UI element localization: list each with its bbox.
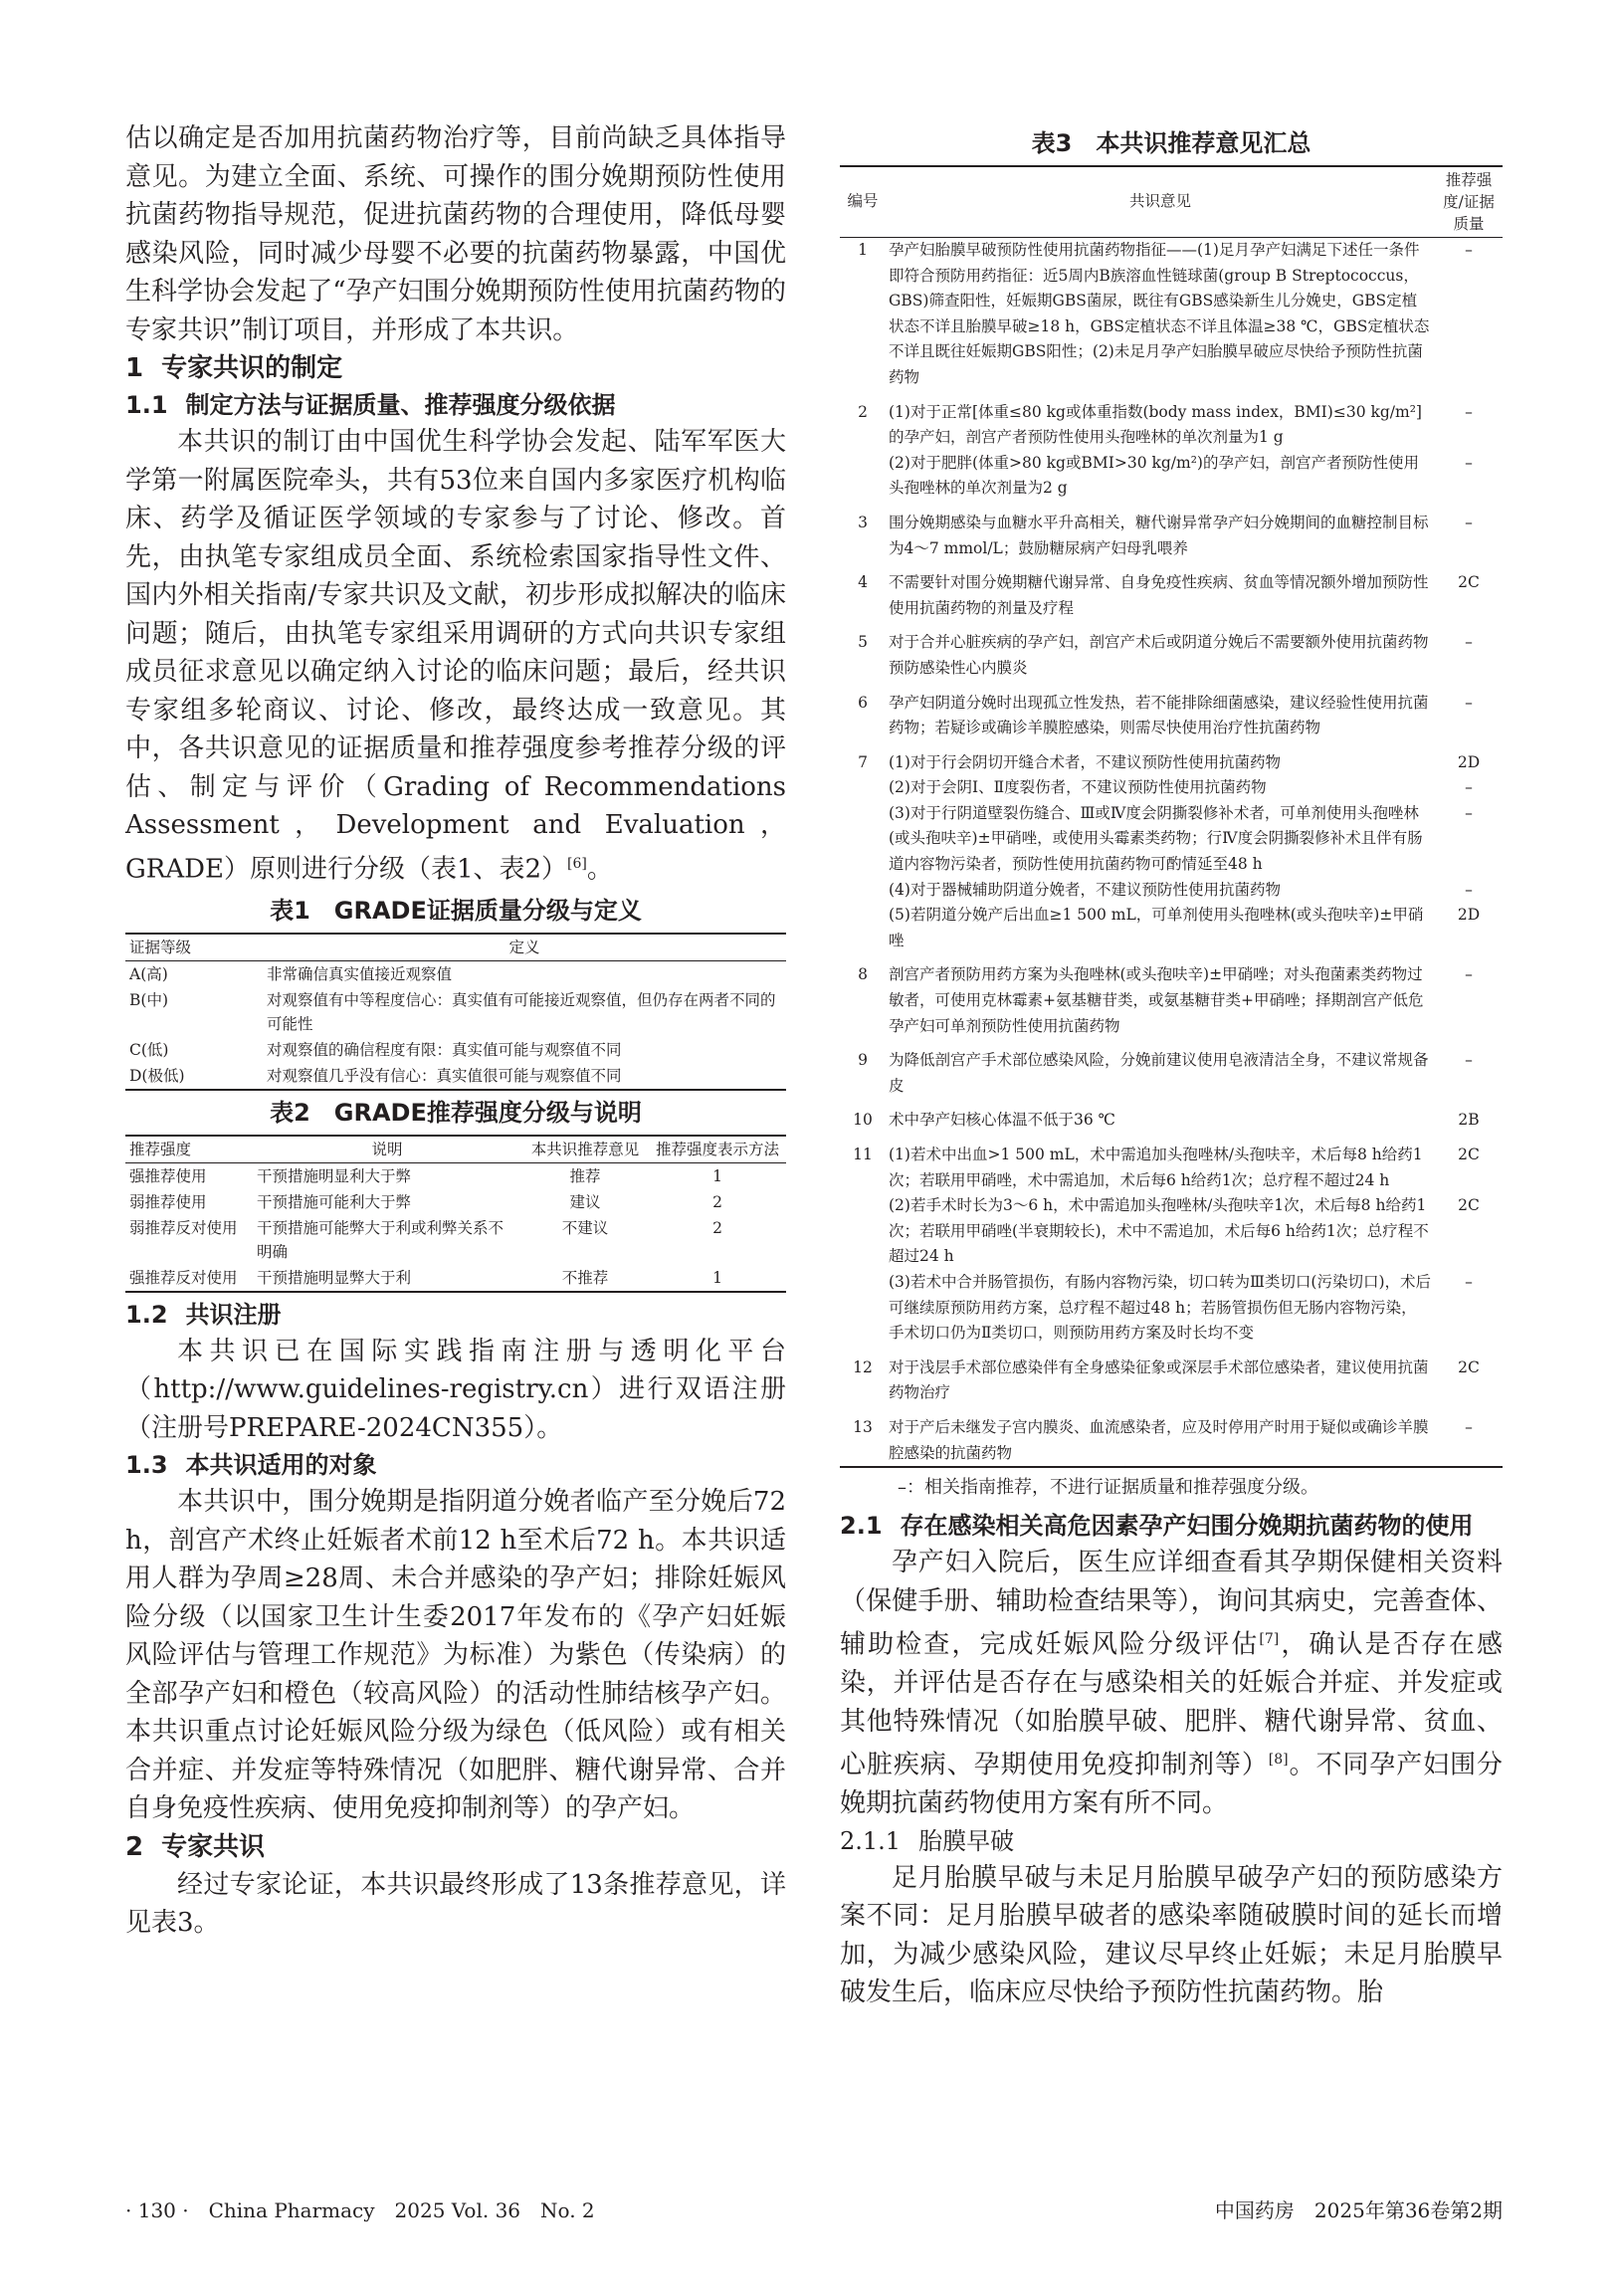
grade-cell: B(中) [129,990,168,1009]
section-2-paragraph: 经过专家论证，本共识最终形成了13条推荐意见，详见表3。 [125,1869,786,1939]
section-1-3-paragraph: 本共识中，围分娩期是指阴道分娩者临产至分娩后72 h，剖宫产术终止妊娠者术前12 h至术后72 h。本共识适用人群为孕周≥28周、未合并感染的孕产妇；排除妊娠风险分级（以国家卫生计生委2017年发布的《孕产妇妊娠风险评估与管理工作规范》为标准）为紫色（传染病）的全部孕产妇和橙色（较高风险）的活动性肺结核孕产妇。本共识重点讨论妊娠风险分级为绿色（低风险）或有相关合并症、并发症等特殊情况（如肥胖、糖代谢异常、合并自身免疫性疾病、使用免疫抑制剂等）的孕产妇。 [125,1487,786,1824]
description-cell: 干预措施明显弊大于利 [257,1268,412,1287]
number-cell: 8 [858,965,868,984]
column-header: 推荐强度表示方法 [655,1140,779,1158]
grade-cell: – [1465,778,1473,797]
citation-ref: [8] [1268,1752,1289,1769]
section-1-3-heading [125,1447,786,1483]
table-row [840,1039,1503,1099]
table-3-caption: 表3 本共识推荐意见汇总 [1031,129,1311,157]
section-2-1-1-heading [840,1823,1503,1859]
definition-cell: 对观察值有中等程度信心：真实值有可能接近观察值，但仍存在两者不同的可能性 [267,990,776,1033]
table-row [840,451,1503,502]
section-1-heading [125,349,786,387]
recommendation-cell: 对于浅层手术部位感染伴有全身感染征象或深层手术部位感染者，建议使用抗菌药物治疗 [889,1357,1429,1402]
recommendation-cell: (2)对于会阴Ⅰ、Ⅱ度裂伤者，不建议预防性使用抗菌药物 [889,778,1267,797]
footer-journal-cn: 中国药房 2025年第36卷第2期 [1214,2198,1503,2222]
description-cell: 干预措施明显利大于弊 [257,1166,412,1185]
citation-ref: [6] [567,855,587,872]
column-header: 共识意见 [1128,192,1191,211]
table-row [840,1270,1503,1347]
grade-cell: – [1465,1272,1473,1291]
recommendation-cell: 围分娩期感染与血糖水平升高相关，糖代谢异常孕产妇分娩期间的血糖控制目标为4～7 mmol/L；鼓励糖尿病产妇母乳喂养 [889,513,1429,557]
number-cell: 7 [858,752,868,771]
grade-cell: A(高) [129,964,168,983]
section-number: 1 [125,353,144,383]
recommendation-cell: (5)若阴道分娩产后出血≥1 500 mL，可单剂使用头孢唑林(或头孢呋辛)±甲硝唑 [889,906,1424,949]
strength-cell: 弱推荐反对使用 [129,1218,238,1237]
description-cell: 干预措施可能弊大于利或利弊关系不明确 [257,1218,504,1261]
number-cell [840,903,886,953]
number-cell: 11 [853,1146,873,1163]
number-cell [840,878,886,904]
recommendation-cell: (3)若术中合并肠管损伤，有肠内容物污染，切口转为Ⅲ类切口(污染切口)，术后可继续原预防用药方案，总疗程不超过48 h；若肠管损伤但无肠内容物污染，手术切口仍为Ⅱ类切口，则预防用药方案及时长均不变 [889,1272,1431,1343]
strength-cell: 弱推荐使用 [129,1192,207,1211]
grade-cell: – [1465,453,1473,472]
section-title: 共识注册 [185,1300,282,1329]
section-2-heading [125,1828,786,1866]
number-cell: 3 [858,513,868,531]
number-cell: 5 [858,633,868,652]
opinion-cell: 推荐 [569,1166,601,1185]
table-row [125,1189,786,1215]
strength-cell: 强推荐使用 [129,1166,207,1185]
table-row [840,741,1503,776]
table-row [125,1215,786,1265]
section-number: 1.1 [125,391,168,419]
definition-cell: 对观察值的确信程度有限：真实值可能与观察值不同 [267,1040,622,1059]
column-header: 定义 [508,938,540,956]
opinion-cell: 不推荐 [561,1268,609,1287]
grade-cell: – [1465,633,1473,652]
grade-cell: 2C [1458,1357,1480,1376]
column-header: 编号 [847,192,879,211]
notation-cell: 2 [712,1192,722,1211]
intro-paragraph: 估以确定是否加用抗菌药物治疗等，目前尚缺乏具体指导意见。为建立全面、系统、可操作的围分娩期预防性使用抗菌药物指导规范，促进抗菌药物的合理使用，降低母婴感染风险，同时减少母婴不必要的抗菌药物暴露，中国优生科学协会发起了“孕产妇围分娩期预防性使用抗菌药物的专家共识”制订项目，并形成了本共识。 [125,123,786,345]
definition-cell: 对观察值几乎没有信心：真实值很可能与观察值不同 [267,1066,622,1085]
table-row [125,1063,786,1090]
grade-cell: – [1465,402,1473,421]
recommendation-cell: (2)若手术时长为3～6 h，术中需追加头孢唑林/头孢呋辛1次，术后每8 h给药1次；若联用甲硝唑(半衰期较长)，术中不需追加，术后每6 h给药1次；总疗程不超过24 h [889,1196,1429,1266]
section-title: 专家共识的制定 [161,353,343,383]
grade-cell: 2C [1458,573,1480,592]
grade-cell: 2B [1458,1111,1480,1130]
recommendation-cell: 术中孕产妇核心体温不低于36 ℃ [889,1111,1115,1130]
grade-cell: – [1465,880,1473,899]
footer-journal-en: · 130 · China Pharmacy 2025 Vol. 36 No. 2 [125,2198,595,2222]
citation-ref: [7] [1259,1631,1280,1648]
table-row [840,682,1503,741]
table-row [840,801,1503,878]
paragraph-end: 。 [586,854,613,885]
recommendation-cell: 对于合并心脏疾病的孕产妇，剖宫产术后或阴道分娩后不需要额外使用抗菌药物预防感染性心内膜炎 [889,633,1429,677]
recommendation-cell: (4)对于器械辅助阴道分娩者，不建议预防性使用抗菌药物 [889,880,1281,899]
recommendation-cell: (3)对于行阴道壁裂伤缝合、Ⅲ或Ⅳ度会阴撕裂修补术者，可单剂使用头孢唑林(或头孢呋辛)±甲硝唑，或使用头霉素类药物；行Ⅳ度会阴撕裂修补术且伴有肠道内容物污染者，预防性使用抗菌药物可酌情延至48 h [889,803,1423,874]
table-row [840,238,1503,391]
number-cell: 13 [853,1417,873,1436]
table-2-caption: 表2 GRADE推荐强度分级与说明 [270,1098,642,1127]
page-footer [125,2194,1503,2224]
grade-cell: C(低) [129,1040,169,1059]
number-cell [840,801,886,878]
section-title: 制定方法与证据质量、推荐强度分级依据 [185,391,616,419]
section-2-1-1-paragraph: 足月胎膜早破与未足月胎膜早破孕产妇的预防感染方案不同：足月胎膜早破者的感染率随破膜时间的延长而增加，为减少感染风险，建议尽早终止妊娠；未足月胎膜早破发生后，临床应尽快给予预防性抗菌药物。胎 [840,1862,1503,2008]
number-cell [840,451,886,502]
description-cell: 干预措施可能利大于弊 [257,1192,412,1211]
table-row [840,391,1503,451]
number-cell: 6 [858,693,868,712]
number-cell [840,1193,886,1270]
section-1-2-heading [125,1297,786,1333]
grade-cell: 2C [1458,1196,1480,1215]
table-row [840,1347,1503,1406]
grade-cell: D(极低) [129,1066,185,1085]
recommendation-cell: 孕产妇胎膜早破预防性使用抗菌药物指征——(1)足月孕产妇满足下述任一条件即符合预防用药指征：近5周内B族溶血性链球菌(group B Streptococcus，GBS)筛查阳性，妊娠期GBS菌尿，既往有GBS感染新生儿分娩史，GBS定植状态不详且胎膜早破≥18 h，GBS定植状态不详且体温≥38 ℃，GBS定植状态不详且既往妊娠期GBS阳性；(2)未足月孕产妇胎膜早破应尽快给予预防性抗菌药物 [889,241,1430,386]
grade-cell: – [1465,513,1473,531]
recommendation-cell: (1)对于正常[体重≤80 kg或体重指数(body mass index，BMI)≤30 kg/m²]的孕产妇，剖宫产者预防性使用头孢唑林的单次剂量为1 g [889,402,1422,447]
recommendation-cell: (1)对于行会阴切开缝合术者，不建议预防性使用抗菌药物 [889,752,1281,771]
recommendation-cell: (1)若术中出血>1 500 mL，术中需追加头孢唑林/头孢呋辛，术后每8 h给药1次；若联用甲硝唑，术中需追加，术后每6 h给药1次；总疗程不超过24 h [889,1146,1423,1189]
column-header: 推荐强度/证据质量 [1443,171,1495,233]
table-1 [125,933,786,1091]
table-row [840,775,1503,801]
section-number: 1.3 [125,1451,168,1480]
right-column [840,119,1503,2012]
number-cell: 1 [858,241,868,259]
opinion-cell: 不建议 [561,1218,609,1237]
table-2 [125,1135,786,1293]
number-cell [840,1270,886,1347]
recommendation-cell: 为降低剖宫产手术部位感染风险，分娩前建议使用皂液清洁全身，不建议常规备皮 [889,1051,1429,1095]
paragraph-text: 孕产妇入院后，医生应详细查看其孕期保健相关资料（保健手册、辅助检查结果等），询问其病史，完善查体、辅助检查，完成妊娠风险分级评估 [840,1548,1503,1660]
column-header: 本共识推荐意见 [530,1140,640,1158]
section-number: 2 [125,1831,144,1862]
table-3 [840,165,1503,1468]
table-row [840,1406,1503,1467]
table-row [840,502,1503,561]
section-1-1-paragraph [125,423,786,889]
number-cell: 10 [853,1111,873,1130]
table-row [840,1134,1503,1193]
section-2-1-paragraph [840,1544,1503,1823]
grade-cell: – [1465,241,1473,259]
section-number: 1.2 [125,1300,168,1329]
section-title: 本共识适用的对象 [185,1451,377,1480]
table-row [125,960,786,987]
recommendation-cell: 剖宫产者预防用药方案为头孢唑林(或头孢呋辛)±甲硝唑；对头孢菌素类药物过敏者，可使用克林霉素+氨基糖苷类，或氨基糖苷类+甲硝唑；择期剖宫产低危孕产妇可单剂预防性使用抗菌药物 [889,965,1424,1035]
section-number: 2.1.1 [840,1826,902,1855]
recommendation-cell: 对于产后未继发子宫内膜炎、血流感染者，应及时停用产时用于疑似或确诊羊膜腔感染的抗菌药物 [889,1417,1429,1462]
table-row [840,621,1503,681]
definition-cell: 非常确信真实值接近观察值 [267,964,453,983]
table-row [840,1193,1503,1270]
column-header: 推荐强度 [129,1140,192,1158]
table-row [125,1037,786,1063]
section-1-1-heading [125,387,786,423]
grade-cell: – [1465,1417,1473,1436]
recommendation-cell: 孕产妇阴道分娩时出现孤立性发热，若不能排除细菌感染，建议经验性使用抗菌药物；若疑诊或确诊羊膜腔感染，则需尽快使用治疗性抗菌药物 [889,693,1429,737]
grade-cell: – [1465,693,1473,712]
grade-cell: – [1465,1051,1473,1070]
notation-cell: 1 [712,1268,722,1287]
table-3-footnote: –：相关指南推荐，不进行证据质量和推荐强度分级。 [898,1477,1318,1499]
number-cell: 12 [853,1357,873,1376]
notation-cell: 2 [712,1218,722,1237]
strength-cell: 强推荐反对使用 [129,1268,238,1287]
column-header: 说明 [371,1140,403,1158]
number-cell: 2 [858,402,868,421]
table-row [840,953,1503,1039]
table-row [125,987,786,1037]
table-row [125,1162,786,1189]
table-row [840,561,1503,621]
grade-cell: – [1465,803,1473,822]
paragraph-text: 。不同孕产妇围分娩期抗菌药物使用方案有所不同。 [840,1750,1503,1819]
table-row [840,878,1503,904]
number-cell: 4 [858,573,868,592]
section-title: 专家共识 [161,1831,266,1862]
opinion-cell: 建议 [569,1192,601,1211]
recommendation-cell: (2)对于肥胖(体重>80 kg或BMI>30 kg/m²)的孕产妇，剖宫产者预防性使用头孢唑林的单次剂量为2 g [889,453,1419,498]
column-header: 证据等级 [129,938,192,956]
grade-cell: – [1465,965,1473,984]
grade-cell: 2C [1458,1146,1480,1163]
section-1-2-paragraph: 本共识已在国际实践指南注册与透明化平台（http://www.guidelines-registry.cn）进行双语注册（注册号PREPARE-2024CN355）。 [125,1336,786,1443]
section-number: 2.1 [840,1512,883,1541]
notation-cell: 1 [712,1166,722,1185]
number-cell [840,775,886,801]
grade-cell: 2D [1457,752,1481,771]
section-title: 胎膜早破 [918,1826,1015,1855]
table-row [840,903,1503,953]
grade-cell: 2D [1457,906,1481,925]
section-title: 存在感染相关高危因素孕产妇围分娩期抗菌药物的使用 [900,1512,1474,1541]
section-2-1-heading [840,1508,1503,1544]
paragraph-text: ，确认是否存在感染，并评估是否存在与感染相关的妊娠合并症、并发症或其他特殊情况（如胎膜早破、肥胖、糖代谢异常、贫血、心脏疾病、孕期使用免疫抑制剂等） [840,1629,1503,1780]
recommendation-cell: 不需要针对围分娩期糖代谢异常、自身免疫性疾病、贫血等情况额外增加预防性使用抗菌药物的剂量及疗程 [889,573,1429,617]
table-row [125,1265,786,1292]
number-cell: 9 [858,1051,868,1070]
paragraph-text: 本共识的制订由中国优生科学协会发起、陆军军医大学第一附属医院牵头，共有53位来自国内多家医疗机构临床、药学及循证医学领域的专家参与了讨论、修改。首先，由执笔专家组成员全面、系统检索国家指导性文件、国内外相关指南/专家共识及文献，初步形成拟解决的临床问题；随后，由执笔专家组采用调研的方式向共识专家组成员征求意见以确定纳入讨论的临床问题；最后，经共识专家组多轮商议、讨论、修改，最终达成一致意见。其中，各共识意见的证据质量和推荐强度参考推荐分级的评估、制定与评价（Grading of Recommendations Assessment，Development and Evaluation，GRADE）原则进行分级（表1、表2） [125,427,786,885]
left-column [125,119,786,1943]
table-1-caption: 表1 GRADE证据质量分级与定义 [270,896,642,925]
table-row [840,1099,1503,1134]
